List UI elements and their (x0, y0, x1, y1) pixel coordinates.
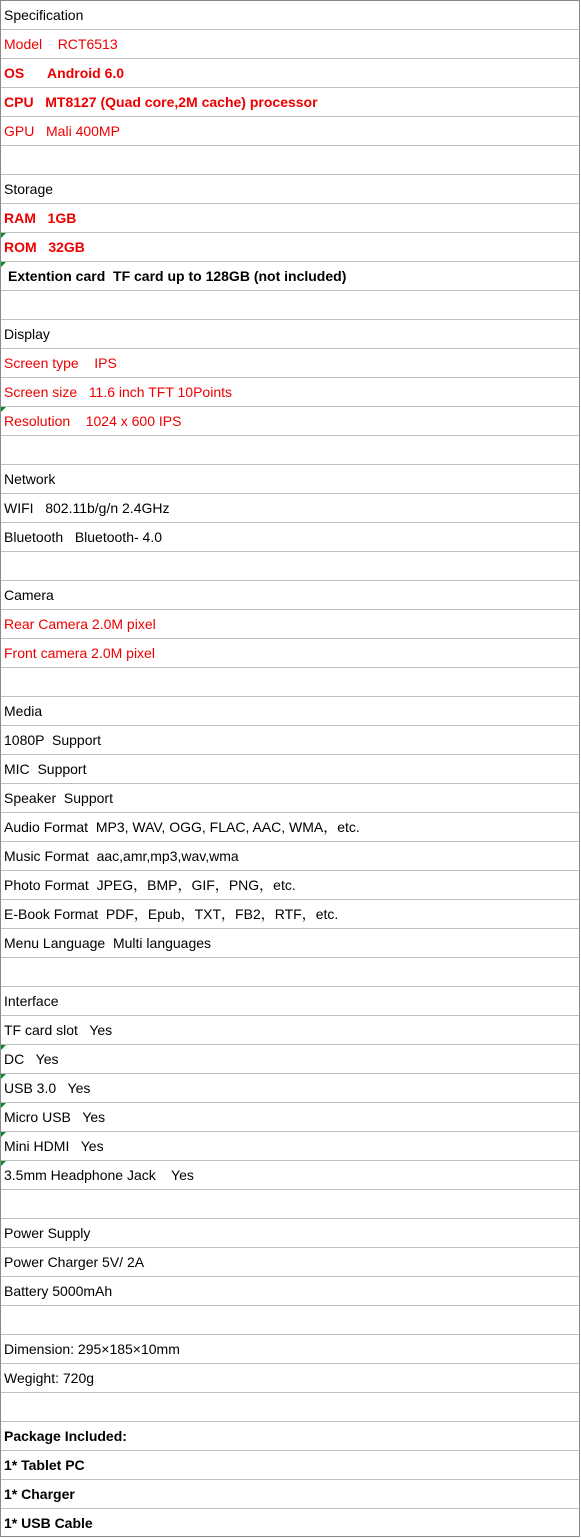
spec-row (1, 523, 579, 552)
spec-row (1, 1103, 579, 1132)
spec-row-text: Bluetooth Bluetooth- 4.0 (4, 529, 162, 545)
spec-row-text: ROM 32GB (4, 239, 85, 255)
spec-row-text: Audio Format MP3, WAV, OGG, FLAC, AAC, WMA，etc. (4, 819, 360, 835)
spec-row-text: E-Book Format PDF，Epub，TXT，FB2，RTF，etc. (4, 906, 339, 922)
spec-row (1, 1248, 579, 1277)
cell-comment-marker-icon (1, 262, 6, 267)
spec-row-text: Menu Language Multi languages (4, 935, 212, 951)
spec-row-empty (1, 958, 579, 987)
spec-row-text: RAM 1GB (4, 210, 77, 226)
spec-row-text: Specification (4, 7, 84, 23)
spec-row-text: 1* USB Cable (4, 1515, 93, 1531)
spec-row (1, 1132, 579, 1161)
spec-row (1, 1161, 579, 1190)
spec-row (1, 929, 579, 958)
spec-row-text: USB 3.0 Yes (4, 1080, 91, 1096)
spec-row-text: MIC Support (4, 761, 87, 777)
spec-row-text: Power Supply (4, 1225, 91, 1241)
spec-row-text: Front camera 2.0M pixel (4, 645, 155, 661)
cell-comment-marker-icon (1, 407, 6, 412)
cell-comment-marker-icon (1, 1103, 6, 1108)
spec-row-text: Speaker Support (4, 790, 113, 806)
spec-row (1, 610, 579, 639)
spec-row (1, 1219, 579, 1248)
spec-row (1, 1480, 579, 1509)
spec-row (1, 59, 579, 88)
spec-row (1, 88, 579, 117)
spec-row (1, 1422, 579, 1451)
spec-row (1, 465, 579, 494)
spec-row-text: Dimension: 295×185×10mm (4, 1341, 180, 1357)
spec-row (1, 842, 579, 871)
spec-row (1, 378, 579, 407)
spec-row-text: GPU Mali 400MP (4, 123, 120, 139)
spec-row-text: Interface (4, 993, 59, 1009)
spec-row (1, 784, 579, 813)
spec-row (1, 813, 579, 842)
spec-row (1, 1364, 579, 1393)
spec-row (1, 349, 579, 378)
spec-row (1, 30, 579, 59)
spec-row (1, 233, 579, 262)
spec-row (1, 1016, 579, 1045)
spec-row-text: Music Format aac,amr,mp3,wav,wma (4, 848, 239, 864)
spec-row-text: Photo Format JPEG，BMP，GIF，PNG，etc. (4, 877, 296, 893)
spec-row-text: DC Yes (4, 1051, 59, 1067)
spec-row-text: Rear Camera 2.0M pixel (4, 616, 156, 632)
spec-row-text: Mini HDMI Yes (4, 1138, 104, 1154)
spec-row-text: CPU MT8127 (Quad core,2M cache) processor (4, 94, 318, 110)
spec-row-text: 1* Tablet PC (4, 1457, 85, 1473)
spec-row-text: Screen size 11.6 inch TFT 10Points (4, 384, 233, 400)
spec-row-text: 1* Charger (4, 1486, 75, 1502)
spec-row-empty (1, 291, 579, 320)
spec-row-empty (1, 436, 579, 465)
spec-row-text: 3.5mm Headphone Jack Yes (4, 1167, 194, 1183)
spec-row-text: Package Included: (4, 1428, 127, 1444)
spec-row-text: Extention card TF card up to 128GB (not included) (8, 268, 347, 284)
spec-row-text: Screen type IPS (4, 355, 117, 371)
spec-row-text: Display (4, 326, 50, 342)
spec-row (1, 697, 579, 726)
spec-row-text: OS Android 6.0 (4, 65, 125, 81)
spec-row-text: Micro USB Yes (4, 1109, 106, 1125)
spec-row (1, 1074, 579, 1103)
spec-row (1, 871, 579, 900)
spec-row-text: Media (4, 703, 43, 719)
spec-row-text: Resolution 1024 x 600 IPS (4, 413, 182, 429)
spec-row-empty (1, 1190, 579, 1219)
spec-row (1, 987, 579, 1016)
spec-row (1, 117, 579, 146)
spec-row-empty (1, 668, 579, 697)
cell-comment-marker-icon (1, 1045, 6, 1050)
cell-comment-marker-icon (1, 1074, 6, 1079)
spec-row (1, 1045, 579, 1074)
spec-row (1, 1451, 579, 1480)
spec-row-empty (1, 1393, 579, 1422)
spec-row-text: Wegight: 720g (4, 1370, 95, 1386)
spec-row (1, 1, 579, 30)
spec-row-empty (1, 146, 579, 175)
spec-row (1, 494, 579, 523)
spec-row (1, 262, 579, 291)
spec-row (1, 755, 579, 784)
spec-row-text: TF card slot Yes (4, 1022, 113, 1038)
cell-comment-marker-icon (1, 233, 6, 238)
spec-row-empty (1, 1306, 579, 1335)
spec-row (1, 581, 579, 610)
spec-row (1, 726, 579, 755)
spec-row (1, 204, 579, 233)
spec-row-text: Storage (4, 181, 54, 197)
spec-row (1, 407, 579, 436)
spec-row-empty (1, 552, 579, 581)
spec-row-text: Power Charger 5V/ 2A (4, 1254, 145, 1270)
spec-row (1, 175, 579, 204)
spec-row-text: Camera (4, 587, 54, 603)
spec-row-text: Network (4, 471, 56, 487)
spec-row-text: Battery 5000mAh (4, 1283, 113, 1299)
spec-row (1, 639, 579, 668)
spec-row (1, 1277, 579, 1306)
spec-row (1, 320, 579, 349)
spec-row (1, 1335, 579, 1364)
spec-row-text: WIFI 802.11b/g/n 2.4GHz (4, 500, 170, 516)
cell-comment-marker-icon (1, 1161, 6, 1166)
spec-row (1, 900, 579, 929)
spec-row-text: 1080P Support (4, 732, 102, 748)
cell-comment-marker-icon (1, 1132, 6, 1137)
spec-row (1, 1509, 579, 1538)
spec-row-text: Model RCT6513 (4, 36, 118, 52)
